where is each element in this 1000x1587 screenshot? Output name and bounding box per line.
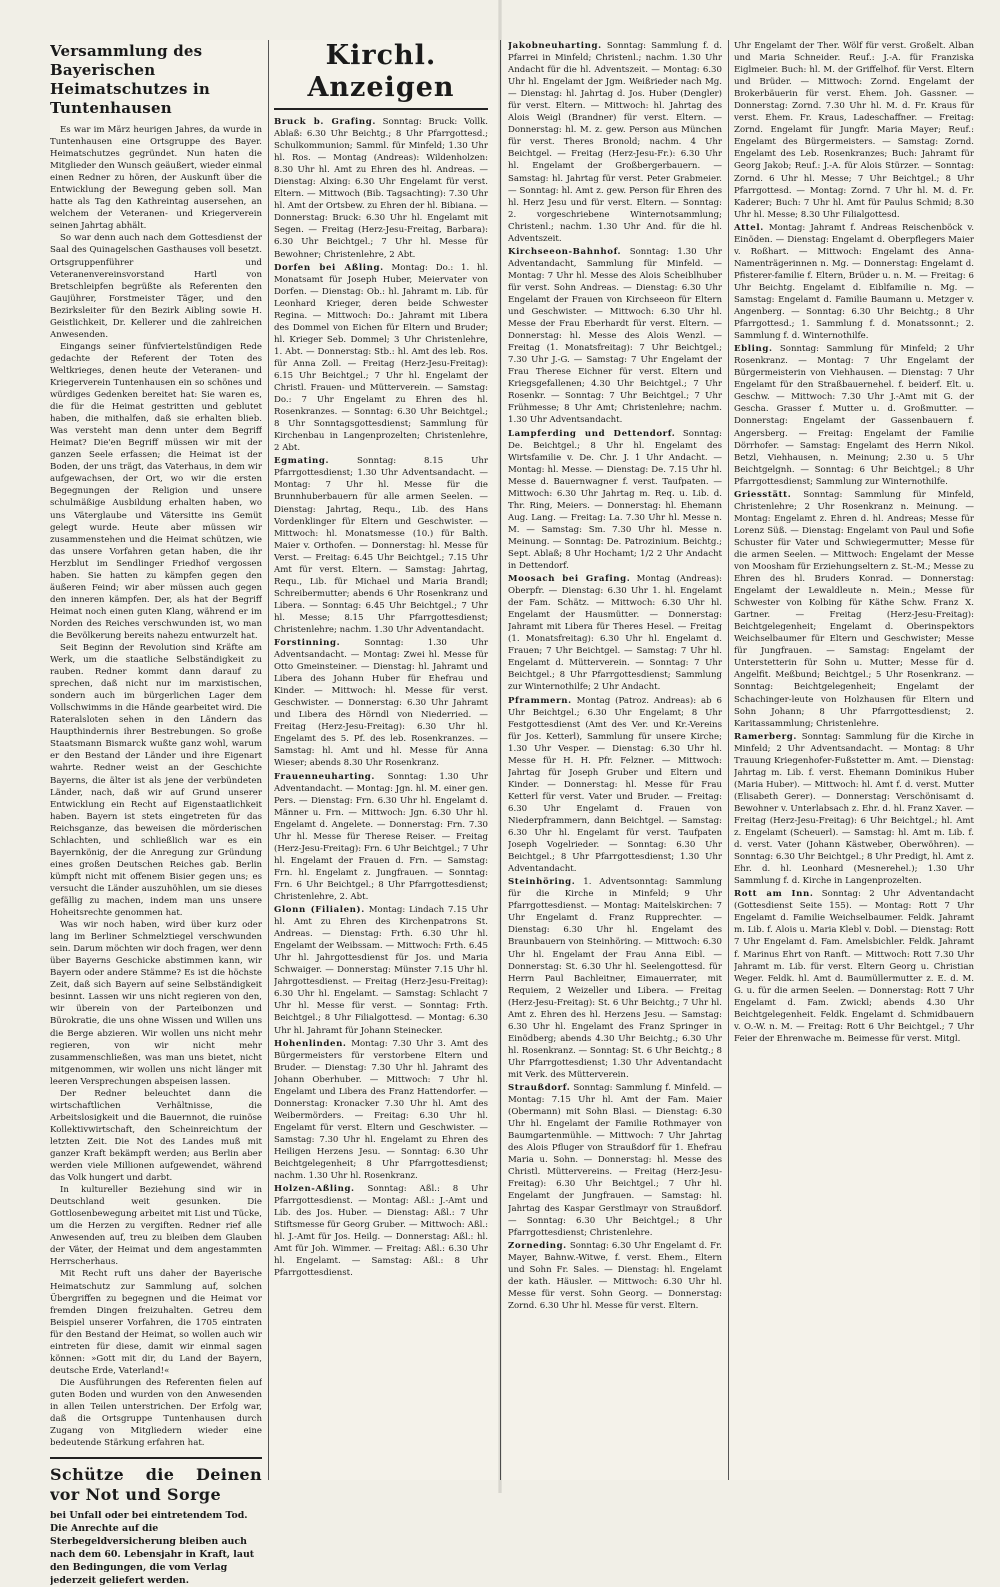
notice-text: Montag: 7.30 Uhr 3. Amt des Bürgermeisters für verstorbene Eltern und Bruder. — Dienstag: 7.30 Uhr hl. Jahramt des Johann Oberhuber. — Mittwoch: 7 Uhr hl. Engelamt und Libera des Franz Hattendorfer. — Donnerstag: Kronacker 7.30 Uhr hl. Amt des Weibermörders. — Freitag: 6.30 Uhr hl. Engelamt für verst. Eltern und Geschwister. — Samstag: 7.30 Uhr hl. Engelamt zu Ehren des Heiligen Herzens Jesu. — Sonntag: 6.30 Uhr Beichtgelegenheit; 8 Uhr Pfarrgottesdienst; nachm. 1.30 Uhr hl. Rosenkranz. xyxy=(274,1038,488,1182)
notice-text: Sonntag: 1.30 Uhr Adventandacht. — Montag: Jgn. hl. M. einer gen. Pers. — Dienstag: Frn. 6.30 Uhr hl. Engelamt d. Männer u. Frn. — Mittwoch: Jgn. 6.30 Uhr hl. Engelamt d. Angelete. — Donnerstag: Frn. 7.30 Uhr hl. Messe für Therese Reiser. — Freitag (Herz-Jesu-Freitag): Frn. 6 Uhr Beichtgel.; 7 Uhr hl. Engelamt der Frauen d. Frn. — Samstag: Frn. hl. Engelamt z. Jungfrauen. — Sonntag: Frn. 6 Uhr Beichtgel.; 8 Uhr Pfarrgottesdienst; Christenlehre, 2. Abt. xyxy=(274,771,488,902)
parish-name: Egmating. xyxy=(274,456,330,467)
notice-entry xyxy=(734,40,974,221)
parish-name: Frauenneuharting. xyxy=(274,771,376,782)
column-rule xyxy=(268,40,269,1480)
notice-text: Sonntag: Bruck: Vollk. Ablaß: 6.30 Uhr Beichtg.; 8 Uhr Pfarrgottesd.; Schulkommunion; Samml. für Minfeld; 1.30 Uhr hl. Ros. — Montag (Andreas): Wildenholzen: 8.30 Uhr hl. Amt zu Ehren des hl. Andreas. — Dienstag: Alxing: 6.30 Uhr Engelamt für verst. Eltern. — Mittwoch (Bib. Tagsachting): 7.30 Uhr hl. Amt der Ortsbew. zu Ehren der hl. Bibiana. — Donnerstag: Bruck: 6.30 Uhr hl. Engelamt mit Segen. — Freitag (Herz-Jesu-Freitag, Barbara): 6.30 Uhr Beichtgel.; 7 Uhr hl. Messe für Bewohner; Christenlehre, 2 Abt. xyxy=(274,117,488,260)
notice-text: Sonntag: Sammlung für die Kirche in Minfeld; 2 Uhr Adventsandacht. — Montag: 8 Uhr Trauung Kriegenhofer-Fußstetter m. Amt. — Dienstag: Jahrtag m. Lib. f. verst. Ehemann Dominikus Huber (Maria Huber). — Mittwoch: hl. Amt f. d. verst. Mutter (Elisabeth Gerer). — Donnerstag: Verschönisamt d. Bewohner v. Unterlabsach z. Ehr. d. hl. Franz Xaver. — Freitag (Herz-Jesu-Freitag): 6 Uhr Beichtgel.; hl. Amt z. Engelamt (Scheuerl). — Samstag: hl. Amt m. Lib. f. d. verst. Vater (Johann Kästweber, Oberwöhren). — Sonntag: 6.30 Uhr Beichtgel.; 8 Uhr Predigt, hl. Amt z. Ehr. d. hl. Leonhard (Mesnerehel.); 1.30 Uhr Sammlung f. d. Kirche in Langenprozelten. xyxy=(734,731,974,887)
notice-text: Sonntag: Sammlung f. Minfeld. — Montag: 7.15 Uhr hl. Amt der Fam. Maier (Obermann) mit Sohn Blasi. — Dienstag: 6.30 Uhr hl. Engelamt der Familie Rothmayer von Baumgartenmühle. — Mittwoch: 7 Uhr Jahrtag des Alois Pfluger von Straußdorf für 1. Ehefrau Maria u. Sohn. — Donnerstag: hl. Messe des Christl. Müttervereins. — Freitag (Herz-Jesu-Freitag): 6.30 Uhr Beichtgel.; 7 Uhr hl. Engelamt der Jungfrauen. — Samstag: hl. Jahrtag des Kaspar Gerstlmayr von Straußdorf. — Sonntag: 6.30 Uhr Beichtgel.; 8 Uhr Pfarrgottesdienst; Christenlehre. xyxy=(508,1083,722,1238)
parish-name: Dorfen bei Aßling. xyxy=(274,262,384,273)
notice-text: Sonntag: Sammlung für Minfeld; 2 Uhr Rosenkranz. — Montag: 7 Uhr Engelamt der Bürgermeisterin von Viehhausen. — Dienstag: 7 Uhr Engelamt für den Straßbauernehel. f. beiderf. Elt. u. Geschw. — Mittwoch: 7.30 Uhr J.-Amt mit G. der Gescha. Grasser f. Mutter u. d. Großmutter. — Donnerstag: Engelamt der Gassenbauern f. Angersberg. — Freitag: Engelamt der Familie Dörrhofer. — Samstag: Engelamt des Herrn Nikol. Betzl, Viehhausen, n. Meinung; 2.30 u. 5 Uhr Beichtgelgnh. — Sonntag: 6 Uhr Beichtgel.; 8 Uhr Pfarrgottesdienst; Sammlung zur Winternothilfe. xyxy=(734,344,974,487)
parish-name: Bruck b. Grafing. xyxy=(274,117,376,127)
advertisement xyxy=(50,1457,262,1587)
notice-entry xyxy=(508,428,722,573)
church-notices-column xyxy=(274,40,488,1281)
notice-text: Montag (Patroz. Andreas): ab 6 Uhr Beichtgel.; 6.30 Uhr Engelamt; 8 Uhr Festgottesdienst (Amt des Ver. und Kr.-Vereins für Jos. Ketterl), Sammlung für unsere Kirche; 1.30 Uhr Vesper. — Dienstag: 6.30 Uhr hl. Messe für H. H. Pfr. Felzner. — Mittwoch: Jahrtag für Joseph Gruber und Eltern und Kinder. — Donnerstag: hl. Messe für Frau Ketterl für verst. Vater und Bruder. — Freitag: 6.30 Uhr Engelamt d. Frauen von Niederpframmern, dann Beichtgel. — Samstag: 6.30 Uhr hl. Engelamt für verst. Taufpaten Joseph Vogelrieder. — Sonntag: 6.30 Uhr Beichtgel.; 8 Uhr Pfarrgottesdienst; 1.30 Uhr Adventandacht. xyxy=(508,695,722,875)
notice-text: Sonntag: Aßl.: 8 Uhr Pfarrgottesdienst. — Montag: Aßl.: J.-Amt und Lib. des Jos. Huber. — Dienstag: Aßl.: 7 Uhr Stiftsmesse für Georg Gruber. — Mittwoch: Aßl.: hl. J.-Amt für Jos. Heilg. — Donnerstag: Aßl.: hl. Amt für Joh. Wimmer. — Freitag: Aßl.: 6.30 Uhr hl. Engelamt. — Samstag: Aßl.: 8 Uhr Pfarrgottesdienst. xyxy=(274,1184,488,1279)
notices-list xyxy=(274,116,488,1280)
notice-entry xyxy=(508,695,722,876)
notice-text: Sonntag: 6.30 Uhr Engelamt d. Fr. Mayer, Bahnw.-Witwe, f. verst. Ehem., Eltern und Sohn Fr. Sales. — Dienstag: hl. Engelamt der kath. Häusler. — Mittwoch: 6.30 Uhr hl. Messe für verst. Sohn Georg. — Donnerstag: Zornd. 6.30 Uhr hl. Messe für verst. Eltern. xyxy=(508,1240,722,1311)
parish-name: Moosach bei Grafing. xyxy=(508,574,631,585)
parish-name: Hohenlinden. xyxy=(274,1038,347,1049)
notice-text: Sonntag: 1.30 Uhr Adventsandacht. — Montag: Zwei hl. Messe für Otto Gmeinsteiner. — Dienstag: hl. Jahramt und Libera des Johann Huber für Ehefrau und Kinder. — Mittwoch: hl. Messe für verst. Geschwister. — Donnerstag: 6.30 Uhr Jahramt und Libera des Hörndl von Niederried. — Freitag (Herz-Jesu-Freitag): 6.30 Uhr hl. Engelamt des 5. Pf. des leb. Rosenkranzes. — Samstag: hl. Amt und hl. Messe für Anna Wieser; abends 8.30 Uhr Rosenkranz. xyxy=(274,638,488,769)
notice-entry xyxy=(274,1038,488,1183)
parish-name: Kirchseeon-Bahnhof. xyxy=(508,246,622,257)
notice-text: Sonntag: De. Beichtgel.; 8 Uhr hl. Engelamt des Wirtsfamilie v. De. Chr. J. 1 Uhr Andacht. — Montag: hl. Messe. — Dienstag: De. 7.15 Uhr hl. Messe d. Bauernwagner f. verst. Taufpaten. — Mittwoch: 6.30 Uhr Jahrtag m. Req. u. Lib. d. Thr. Ring, Meiers. — Donnerstag: hl. Ehemann Aug. Lang. — Freitag: La. 7.30 Uhr hl. Messe n. M. — Samstag: Sm. 7.30 Uhr hl. Messe n. Meinung. — Sonntag: De. Patrozinium. Beichtg.; Sept. Ablaß; 8 Uhr Hochamt; 1/2 2 Uhr Andacht in Dettendorf. xyxy=(508,428,722,572)
parish-name: Ramerberg. xyxy=(734,731,798,742)
parish-name: Lampferding und Dettendorf. xyxy=(508,428,676,439)
article-paragraph: Die Ausführungen des Referenten fielen auf guten Boden und wurden von den Anwesenden in allen Teilen unterstrichen. Der Erfolg war, daß die Ortsgruppe Tuntenhausen durch Zugang von Mitgliedern wieder eine bedeutende Stärkung erfahren hat. xyxy=(50,1377,262,1449)
article-paragraph: In kultureller Beziehung sind wir in Deutschland weit gesunken. Die Gottlosenbewegung arbeitet mit List und Tücke, um die Herzen zu vergiften. Redner rief alle Anwesenden auf, treu zu bleiben dem Glauben der Väter, der Heimat und dem angestammten Herrscherhaus. xyxy=(50,1185,262,1268)
parish-name: Steinhöring. xyxy=(508,877,576,888)
parish-name: Ebling. xyxy=(734,344,773,355)
notice-text: Montag: Do.: 1. hl. Monatsamt für Joseph Huber, Meiervater von Dorfen. — Dienstag: Ob.: hl. Jahramt m. Lib. für Leonhard Krieger, deren beide Schwester Regina. — Mittwoch: Do.: Jahramt mit Libera des Dommel von Eichen für Eltern und Bruder; hl. Krieger Seb. Dommel; 3 Uhr Christenlehre, 1. Abt. — Donnerstag: Stb.: hl. Amt des leb. Ros. für Anna Zoll. — Freitag (Herz-Jesu-Freitag): 6.15 Uhr Beichtgel.; 7 Uhr hl. Engelamt der Christl. Frauen- und Mütterverein. — Samstag: Do.: 7 Uhr Engelamt zu Ehren des hl. Rosenkranzes. — Sonntag: 6.30 Uhr Beichtgel.; 8 Uhr Sonntagsgottesdienst; Sammlung für Kirchenbau in Langenprozelten; Christenlehre, 2 Abt. xyxy=(274,262,488,454)
notice-entry xyxy=(734,888,974,1045)
article-paragraph: So war denn auch nach dem Gottesdienst der Saal des Quinagelschen Gasthauses voll besetzt. Ortsgruppenführer und Veteranenvereinsvorstand Hartl von Bretschleipfen begrüßte als Referenten den Gaujührer, Forstmeister Täger, und den Bezirksleiter für den Bezirk Aibling sowie H. Geistlichkeit, Dr. Kellerer und die zahlreichen Anwesenden. xyxy=(50,233,262,340)
article-paragraph: Seit Beginn der Revolution sind Kräfte am Werk, um die staatliche Selbständigkeit zu rauben. Redner kommt dann darauf zu sprechen, daß nicht nur im marxistischen, sondern auch im bürgerlichen Lager dem Vollschwimms in die Hände gearbeitet wird. Die Rateralsloten sehen in den Ländern das Haupthindernis ihrer Bestrebungen. So große Staatsmann Bismarck wußte ganz wohl, warum er den Bestand der Länder und ihre Eigenart wahrte. Redner weist an der Geschichte Bayerns, die älter ist als jene der verbündeten Länder, nach, daß wir auf Grund unserer Entwicklung ein Recht auf Eigenstaatlichkeit haben. Bayern ist stets eingetreten für das Reichsganze, das beweisen die mörderischen Schlachten, und schließlich war es ein Bayernkönig, der die Anregung zur Gründung eines großen Deutschen Reiches gab. Berlin kümpft nicht mit offenem Bisier gegen uns; es versucht die Länder auszuhöhlen, um sie dieses gefällig zu machen, indem man uns unsere Hoheitsrechte genommen hat. xyxy=(50,643,262,919)
article-column xyxy=(50,40,262,1587)
notice-entry xyxy=(734,731,974,888)
parish-name: Rott am Inn. xyxy=(734,889,814,900)
article-paragraph: Mit Recht ruft uns daher der Bayerische Heimatschutz zur Sammlung auf, solchen Übergriffen zu begegnen und die Heimat vor fremden Dingen freizuhalten. Getreu dem Beispiel unserer Vorfahren, die 1705 eintraten für den Bestand der Heimat, so wollen auch wir eintreten für diese, damit wir einmal sagen können: »Gott mit dir, du Land der Bayern, deutsche Erde, Vaterland!« xyxy=(50,1269,262,1376)
notices-list xyxy=(734,40,974,1045)
notices-list xyxy=(508,40,722,1312)
notice-entry xyxy=(274,116,488,261)
section-masthead: Kirchl. Anzeigen xyxy=(274,40,488,110)
notice-entry xyxy=(274,262,488,455)
article-paragraph: Was wir noch haben, wird über kurz oder lang im Berliner Schmelztiegel verschwunden sein. Darum möchten wir doch fragen, wer denn über Bayerns Geschicke abstimmen kann, wir Bayern oder andere Stämme? Es ist die höchste Zeit, daß sich Bayern auf seine Selbständigkeit besinnt. Lassen wir uns nicht regieren von den, wir überein von der Parteibonzen und Bürokratie, die uns ohne Wissen und Willen uns die Berge abzieren. Wir wollen uns nicht mehr regieren, von wir nicht mehr zusammenschließen, was man uns bietet, nicht mitgenommen, wir wollen uns nicht länger mit leeren Versprechungen abspeisen lassen. xyxy=(50,920,262,1087)
column-rule xyxy=(728,40,729,1480)
notice-entry xyxy=(508,876,722,1081)
notice-text: Montag: Lindach 7.15 Uhr hl. Amt zu Ehren des Kirchenpatrons St. Andreas. — Dienstag: Frth. 6.30 Uhr hl. Engelamt der Weibssam. — Mittwoch: Frth. 6.45 Uhr hl. Jahrgottesdienst für Jos. und Maria Schwaiger. — Donnerstag: Münster 7.15 Uhr hl. Jahrgottesdienst. — Freitag (Herz-Jesu-Freitag): 6.30 Uhr hl. Engelamt. — Samstag: Schlacht 7 Uhr hl. Messe für verst. — Sonntag: Frth. Beichtgel.; 8 Uhr Filialgottesd. — Montag: 6.30 Uhr hl. Jahramt für Johann Steinecker. xyxy=(274,905,488,1036)
notice-entry xyxy=(508,40,722,245)
article-paragraph: Es war im März heurigen Jahres, da wurde in Tuntenhausen eine Ortsgruppe des Bayer. Heimatschutzes gegründet. Nun haten die Mitglieder den Wunsch geäußert, wieder einmal einen Redner zu hören, der Auskunft über die Entwicklung der Bewegung geben soll. Man hatte als Tag den Kathreintag ausersehen, an welchem der Veteranen- und Kriegerverein seinen Jahrtag abhält. xyxy=(50,125,262,232)
notice-text: Sonntag: Sammlung f. d. Pfarrei in Minfeld; Christenl.; nachm. 1.30 Uhr Andacht für die hl. Adventszeit. — Montag: 6.30 Uhr hl. Engelamt der Jgm. Weißrieder nach Mg. — Dienstag: hl. Jahrtag d. Jos. Huber (Dengler) für verst. Eltern. — Mittwoch: hl. Jahrtag des Alois Weigl (Brandner) für verst. Eltern. — Donnerstag: hl. M. z. gew. Person aus München für verst. Theres Bronold; nachm. 4 Uhr Beichtgel. — Freitag (Herz-Jesu-Fr.): 6.30 Uhr hl. Engelamt der Großbergerbauern. — Samstag: hl. Jahrtag für verst. Peter Grabmeier. — Sonntag: hl. Amt z. gew. Person für Ehren des hl. Herz Jesu und für verst. Eltern. — Sonntag: 2. vorgeschriebene Winternotsammlung; Christenl.; nachm. 1.30 Uhr And. für die hl. Adventszeit. xyxy=(508,41,722,244)
notice-entry xyxy=(274,455,488,636)
newspaper-page xyxy=(50,40,980,1587)
notice-entry xyxy=(508,573,722,693)
article-paragraph: Eingangs seiner fünfviertelstündigen Rede gedachte der Referent der Toten des Weltkrieges, denen heute der Veteranen- und Kriegerverein Tuntenhausen ein so schönes und würdiges Gedenken bereitet hat: Sie waren es, die für die Heimat gestritten und geblutet haben, die mithalfen, daß sie erhalten blieb. Was versteht man denn unter dem Begriff Heimat? Die'en Begriff müssen wir mit der ganzen Seele erfassen; die Heimat ist der Boden, der uns trägt, das Vaterhaus, in dem wir aufgewachsen, der Ort, wo wir die ersten Begegnungen der Religion und unsere schulmäßige Ausbildung erhalten haben, wo uns Väterglaube und Vätersitte ins Gemüt gelegt wurde. Heute aber müssen wir zusammenstehen und die Heimat schützen, wie das unsere Vorfahren getan haben, die ihr Herzblut im Sendlinger Friedhof vergossen haben. Sie hatten zu kämpfen gegen den äußeren Feind; wir aber müssen auch gegen den inneren kämpfen. Der, als hat der Begriff Heimat noch einen guten Klang, während er im Norden des Reiches verschwunden ist, wo man die Bevölkerung bereits nahezu entwurzelt hat. xyxy=(50,341,262,641)
parish-name: Glonn (Filialen). xyxy=(274,905,365,916)
notice-text: Uhr Engelamt der Ther. Wölf für verst. Großelt. Alban und Maria Schneider. Reuf.: J.-A. für Franziska Eiglmeier. Buch: hl. M. der Griffelhof. für Verst. Eltern und Brüder. — Mittwoch: Zornd. Engelamt der Brokerbäuerin für verst. Ehem. Joh. Gassner. — Donnerstag: Zornd. 7.30 Uhr hl. M. d. Fr. Kraus für verst. Ehem. Fr. Kraus, Ladeschaffner. — Freitag: Zornd. Engelamt für Jungfr. Maria Mayer; Reuf.: Engelamt des Bürgermeisters. — Samstag: Zornd. Engelamt des Leb. Rosenkranzes; Buch: Jahramt für Georg Jakob; Reuf.: J.-A. für Alois Stürzer. — Sonntag: Zornd. 6 Uhr hl. Messe; 7 Uhr Beichtgel.; 8 Uhr Pfarrgottesd. — Montag: Zornd. 7 Uhr hl. M. d. Fr. Kaderer; Buch: 7 Uhr hl. Amt für Paulus Schmid; 8.30 Uhr hl. Messe; 8.30 Uhr Filialgottesd. xyxy=(734,41,974,220)
article-paragraph: Der Redner beleuchtet dann die wirtschaftlichen Verhältnisse, die Arbeitslosigkeit und die Bauernnot, die ruinöse Kollektivwirtschaft, den Scheinreichtum der letzten Zeit. Die Not des Landes muß mit ganzer Kraft bekämpft werden; aus Berlin aber werden viele Millionen aufgewendet, während das Volk hungert und darbt. xyxy=(50,1088,262,1184)
parish-name: Holzen-Aßling. xyxy=(274,1184,355,1195)
notice-entry xyxy=(734,343,974,488)
parish-name: Zorneding. xyxy=(508,1240,567,1251)
article-headline: Versammlung des Bayerischen Heimatschutzes in Tuntenhausen xyxy=(50,42,210,117)
notice-entry xyxy=(508,246,722,427)
notice-text: Sonntag: 8.15 Uhr Pfarrgottesdienst; 1.30 Uhr Adventsandacht. — Montag: 7 Uhr hl. Messe für die Brunnhuberbauern für alle armen Seelen. — Dienstag: Jahrtag, Requ., Lib. des Hans Vordenklinger für Eltern und Geschwister. — Mittwoch: hl. Monatsmesse (10.) für Balth. Maier v. Orthofen. — Donnerstag: hl. Messe für Verst. — Freitag: 6.45 Uhr Beichtgel.; 7.15 Uhr Amt für verst. Eltern. — Samstag: Jahrtag, Requ., Lib. für Michael und Maria Brandl; Schreibermutter; abends 6 Uhr Rosenkranz und Libera. — Sonntag: 6.45 Uhr Beichtgel.; 7 Uhr hl. Messe; 8.15 Uhr Pfarrgottesdienst; Christenlehre; nachm. 1.30 Uhr Adventandacht. xyxy=(274,456,488,635)
parish-name: Jakobneuharting. xyxy=(508,41,602,51)
notice-entry xyxy=(274,904,488,1037)
parish-name: Forstinning. xyxy=(274,638,341,649)
notice-entry xyxy=(274,771,488,904)
notice-text: Sonntag: 2 Uhr Adventandacht (Gottesdienst Seite 155). — Montag: Rott 7 Uhr Engelamt d. Familie Weichselbaumer. Feldk. Jahramt m. Lib. f. Alois u. Maria Klebl v. Dobl. — Dienstag: Rott 7 Uhr Engelamt d. Fam. Amelsbichler. Feldk. Jahramt f. Marinus Ehrt von Ranft. — Mittwoch: Rott 7.30 Uhr Jahramt m. Lib. für verst. Eltern Georg u. Christian Weger. Feldk. hl. Amt d. Baumüllermutter z. E. d. M. G. u. für die armen Seelen. — Donnerstag: Rott 7 Uhr Engelamt d. Fam. Zwickl; abends 4.30 Uhr Beichtgelegenheit. Feldk. Engelamt d. Schmidbauern v. O.-W. n. M. — Freitag: Rott 6 Uhr Beichtgel.; 7 Uhr Feier der Ehrenwache m. Beimesse für verst. Mitgl. xyxy=(734,889,974,1044)
notice-entry xyxy=(274,1183,488,1279)
parish-name: Straußdorf. xyxy=(508,1083,571,1094)
notice-entry xyxy=(508,1082,722,1239)
advertisement-text: bei Unfall oder bei eintretendem Tod. Die Anrechte auf die Sterbegeldversicherung bleiben auch nach dem 60. Lebensjahr in Kraft, laut den Bedingungen, die vom Verlag jederzeit geliefert werden. xyxy=(50,1510,255,1587)
notice-text: 1. Adventsonntag: Sammlung für die Kirche in Minfeld; 9 Uhr Pfarrgottesdienst. — Montag: Maitelskirchen: 7 Uhr Engelamt d. Franz Rupprechter. — Dienstag: 6.30 Uhr hl. Engelamt des Braunbauern von Steinhöring. — Mittwoch: 6.30 Uhr hl. Engelamt der Frau Anna Eibl. — Donnerstag: St. 6.30 Uhr hl. Seelengottesd. für Herrn Paul Bachleitner, Eimauerrater, mit Requiem, 2 Weizeller und Libera. — Freitag (Herz-Jesu-Freitag): St. 6 Uhr Beichtg.; 7 Uhr hl. Amt z. Ehren des hl. Herzens Jesu. — Samstag: 6.30 Uhr hl. Engelamt des Franz Springer in Einödberg; abends 4.30 Uhr Beichtg.; 6.30 Uhr hl. Rosenkranz. — Sonntag: St. 6 Uhr Beichtg.; 8 Uhr Pfarrgottesdienst; 1.30 Uhr Adventandacht mit Verk. des Mütterverein. xyxy=(508,877,722,1080)
notice-text: Sonntag: 1.30 Uhr Adventandacht, Sammlung für Minfeld. — Montag: 7 Uhr hl. Messe des Alois Scheiblhuber für verst. Sohn Andreas. — Dienstag: 6.30 Uhr Engelamt der Frauen von Kirchseeon für Eltern und Geschwister. — Mittwoch: 6.30 Uhr hl. Messe der Frau Eberhardt für verst. Eltern. — Donnerstag: hl. Messe des Alois Wenzl. — Freitag (1. Monatsfreitag): 7 Uhr Beichtgel.; 7.30 Uhr J.-G. — Samstag: 7 Uhr Engelamt der Frau Therese Eichner für verst. Eltern und Kriegsgefallenen; 4.30 Uhr Beichtgel.; 7 Uhr Rosenkr. — Sonntag: 7 Uhr Beichtgel.; 7 Uhr Frühmesse; 8 Uhr Amt; Christenlehre; nachm. 1.30 Uhr Adventsandacht. xyxy=(508,246,722,426)
parish-name: Attel. xyxy=(734,222,764,233)
parish-name: Griesstätt. xyxy=(734,489,792,500)
advertisement-title: Schütze die Deinen vor Not und Sorge xyxy=(50,1465,262,1505)
notice-text: Montag: Jahramt f. Andreas Reischenböck v. Einöden. — Dienstag: Engelamt d. Oberpflegers Maier v. Roßhart. — Mittwoch: Engelamt des Anna-Namenträgerinnen n. Mg. — Donnerstag: Engelamt d. Pfisterer-familie f. Eltern, Brüder u. n. M. — Freitag: 6 Uhr Beichtg. Engelamt d. Eiblfamilie n. Mg. — Samstag: Engelamt d. Familie Baumann u. Metzger v. Angenberg. — Sonntag: 6.30 Uhr Beichtg.; 8 Uhr Pfarrgottesd.; 1. Sammlung f. d. Monatssonnt.; 2. Sammlung f. d. Winternothilfe. xyxy=(734,222,974,342)
notice-text: Sonntag: Sammlung für Minfeld, Christenlehre; 2 Uhr Rosenkranz n. Meinung. — Montag: Engelamt z. Ehren d. hl. Andreas; Messe für Lorenz Süß. — Dienstag: Engelamt von Paul und Sofie Schuster für Vater und Schwiegermutter; Messe für die armen Seelen. — Mittwoch: Engelamt der Messe von Moosham für Erziehungseltern z. St.-M.; Messe zu Ehren des hl. Bruders Konrad. — Donnerstag: Engelamt der Lewaldleute n. Mein.; Messe für Schwester von Kolbing für Käthe Schw. Franz X. Gartner. — Freitag (Herz-Jesu-Freitag): Beichtgelegenheit; Engelamt d. Oberinspektors Weichselbaumer für Eltern und Geschwister; Messe für Jungfrauen. — Samstag: Engelamt der Unterstetterin für Sohn u. Mutter; Messe für d. Angelfit. Meßbund; Beichtgel.; 5 Uhr Rosenkranz. — Sonntag: Beichtgelegenheit; Engelamt der Schachinger-leute von Holzhausen für Eltern und Sohn Johann; 8 Uhr Pfarrgottesdienst; 2. Karitassammlung; Christenlehre. xyxy=(734,489,974,729)
paper-fold xyxy=(498,0,502,1493)
notice-entry xyxy=(508,1240,722,1312)
notice-text: Montag (Andreas): Oberpfr. — Dienstag: 6.30 Uhr 1. hl. Engelamt der Fam. Schätz. — Mittwoch: 6.30 Uhr hl. Engelamt der Hausmütter. — Donnerstag: Jahramt mit Libera für Theres Hesel. — Freitag (1. Monatsfreitag): 6.30 Uhr hl. Engelamt d. Frauen; 7 Uhr Beichtgel. — Samstag: 7 Uhr hl. Engelamt d. Mütterverein. — Sonntag: 7 Uhr Beichtgel.; 8 Uhr Pfarrgottesdienst; Sammlung zur Winternothilfe; 2 Uhr Andacht. xyxy=(508,574,722,693)
notice-entry xyxy=(274,637,488,770)
church-notices-column xyxy=(734,40,974,1046)
notice-entry xyxy=(734,222,974,342)
church-notices-column xyxy=(508,40,722,1313)
article-body xyxy=(50,124,262,1449)
parish-name: Pframmern. xyxy=(508,695,572,706)
notice-entry xyxy=(734,489,974,730)
